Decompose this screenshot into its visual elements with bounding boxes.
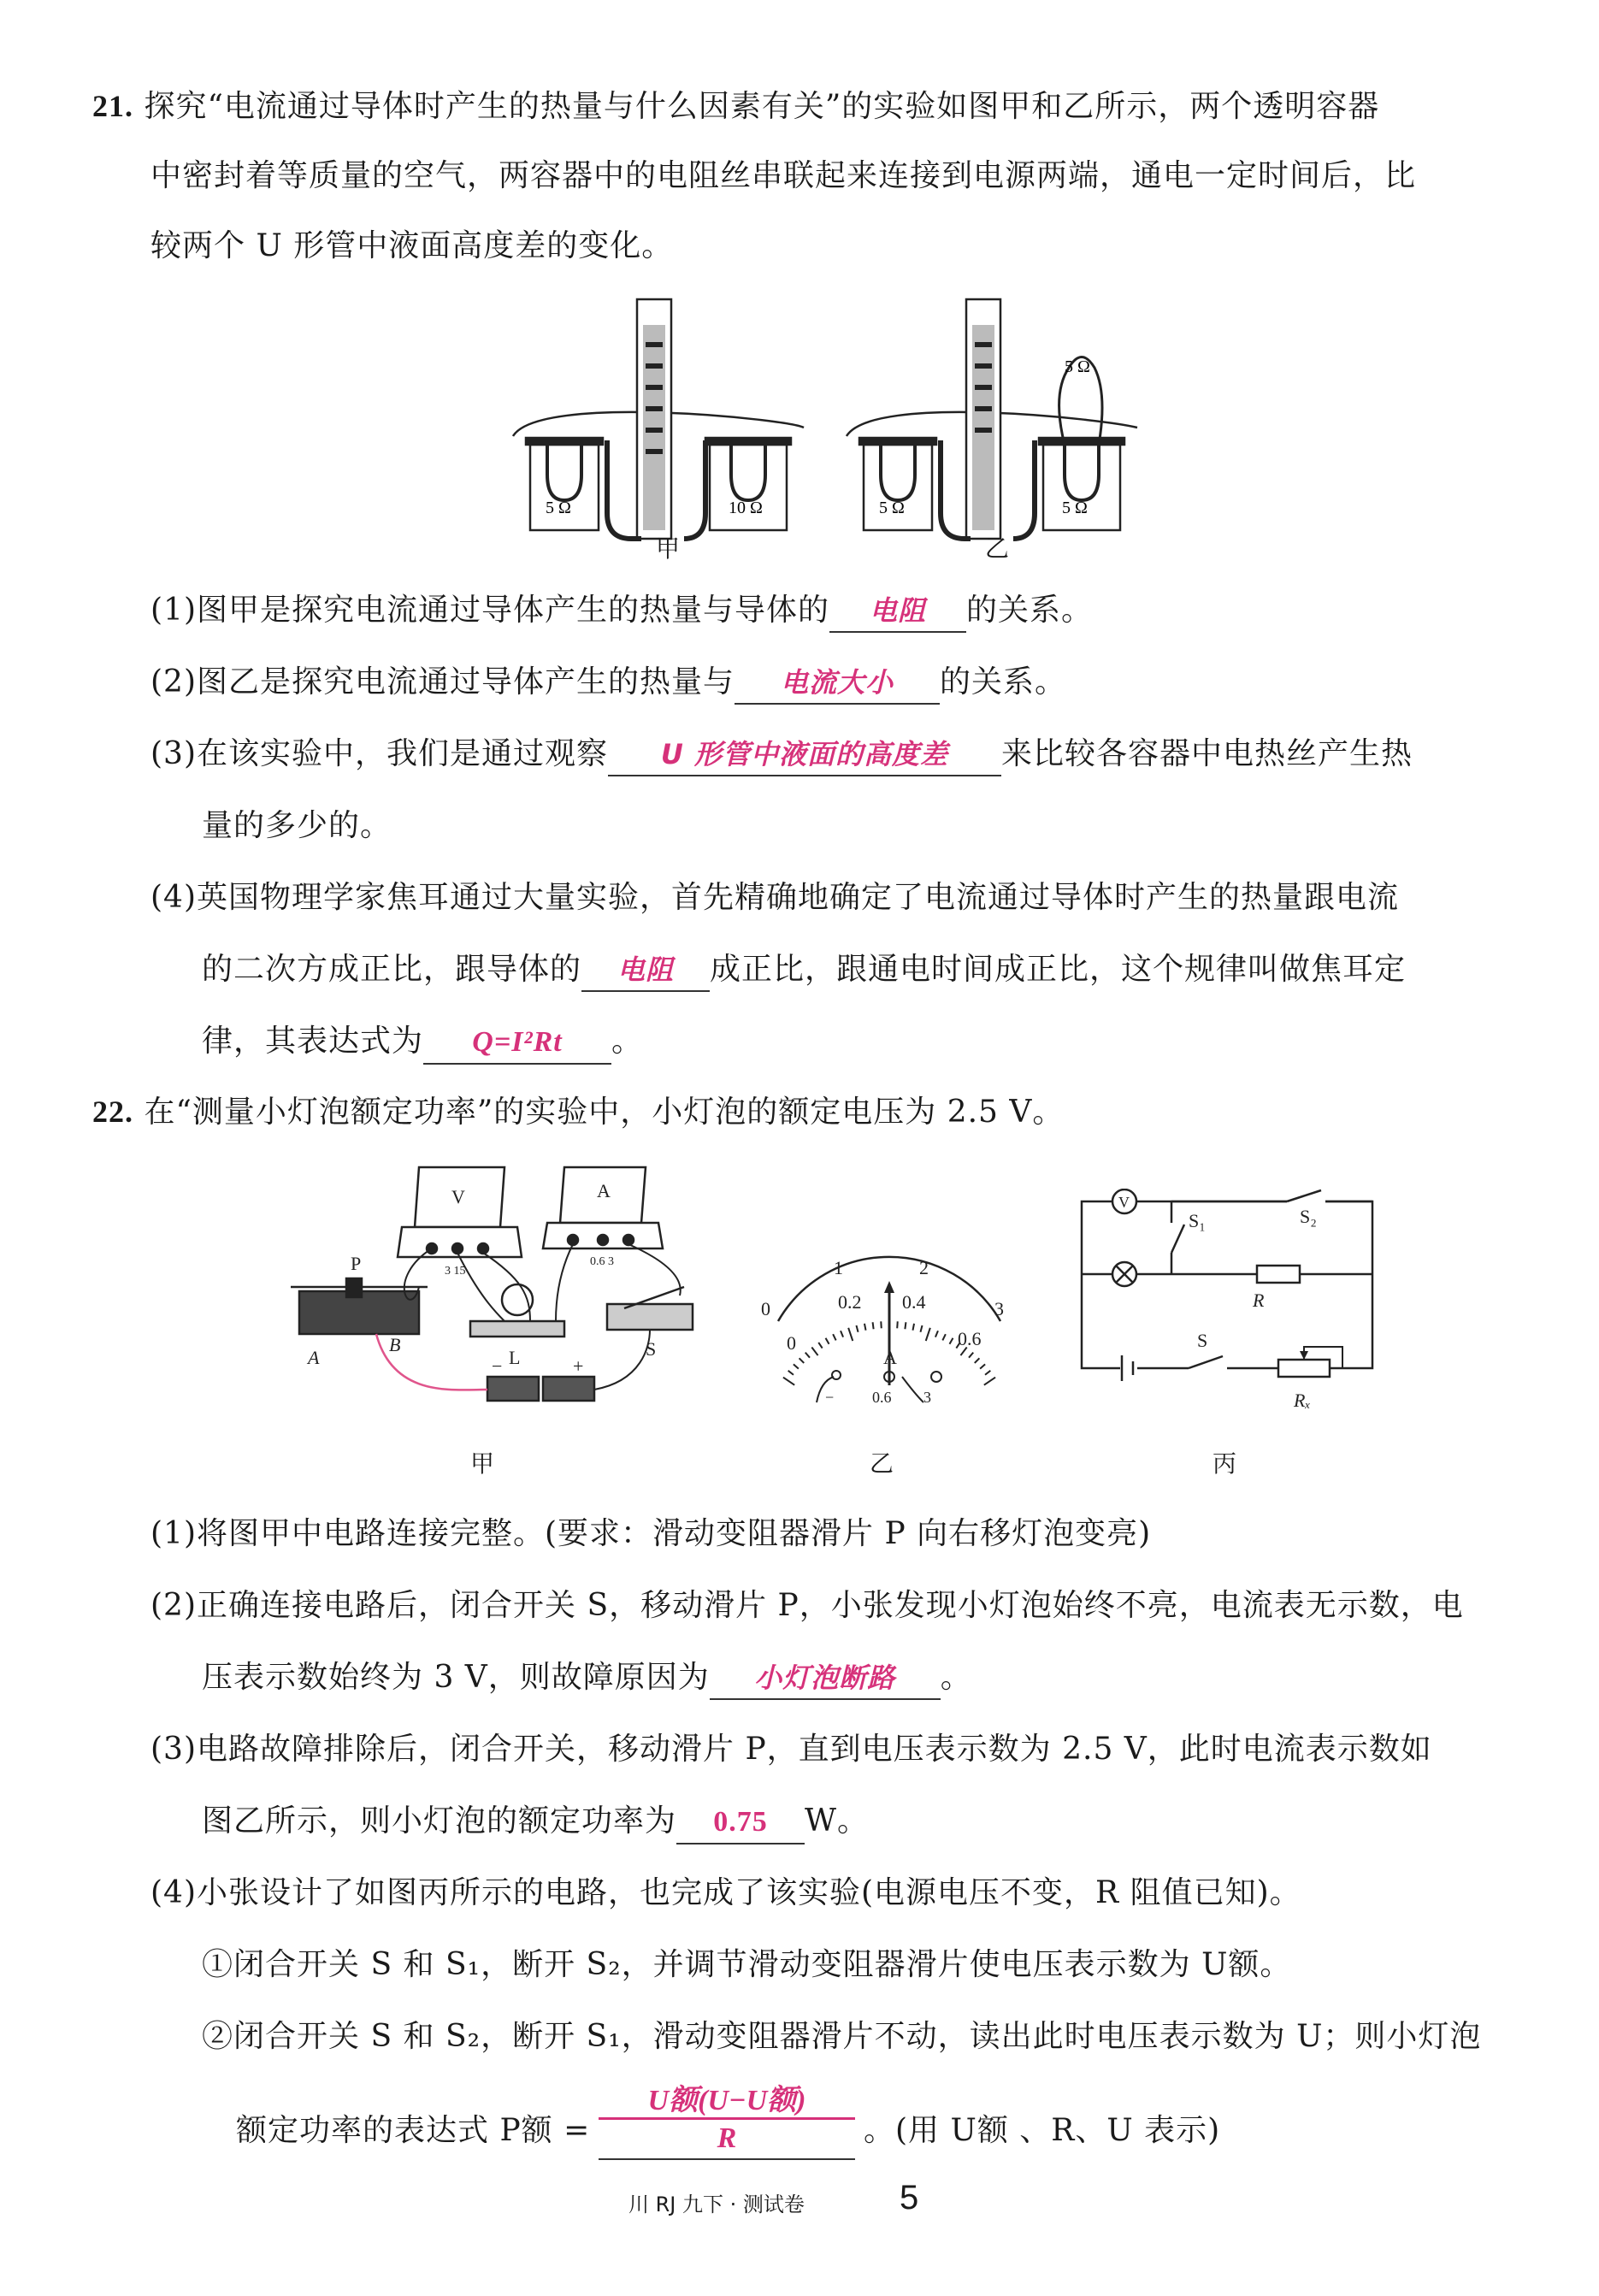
q22-jia-voltmeter-terminals: 3 15 bbox=[445, 1265, 466, 1278]
meter-tick bbox=[811, 1348, 817, 1356]
q21-part1 bbox=[150, 590, 1093, 633]
q21-stem-text1: 探究“电流通过导体时产生的热量与什么因素有关”的实验如图甲和乙所示，两个透明容器 bbox=[144, 89, 1380, 124]
q22-part1: (1)将图甲中电路连接完整。(要求：滑动变阻器滑片 P 向右移灯泡变亮) bbox=[150, 1516, 1152, 1551]
page-number: 5 bbox=[900, 2179, 919, 2216]
q22-bing-s2: S₂ bbox=[1300, 1206, 1317, 1227]
meter-tick bbox=[942, 1334, 946, 1340]
q21-part3 bbox=[150, 734, 1413, 776]
q21-part4-text-e: 。 bbox=[611, 1024, 644, 1059]
meter-tick bbox=[805, 1353, 810, 1358]
meter-tick bbox=[826, 1338, 829, 1344]
meter-tick bbox=[848, 1328, 853, 1341]
meter-tick bbox=[841, 1331, 843, 1337]
q21-part4-text-b: 的二次方成正比，跟导体的 bbox=[202, 952, 582, 987]
q21-part2-answer: 电流大小 bbox=[735, 662, 940, 705]
q22-jia-end-b-label: B bbox=[389, 1334, 401, 1355]
meter-tick bbox=[788, 1371, 794, 1375]
q21-part2-text-a: (2)图乙是探究电流通过导体产生的热量与 bbox=[150, 664, 735, 699]
q21-part4-line3 bbox=[202, 1021, 643, 1065]
q21-caption-jia: 甲 bbox=[656, 534, 681, 563]
q22-jia-ammeter-label: A bbox=[597, 1180, 611, 1201]
meter-tick bbox=[873, 1322, 874, 1329]
q22-bing-voltmeter: V bbox=[1118, 1194, 1130, 1211]
q22-jia-voltmeter-label: V bbox=[451, 1186, 465, 1207]
q22-stem-text: 在“测量小灯泡额定功率”的实验中，小灯泡的额定电压为 2.5 V。 bbox=[144, 1095, 1065, 1130]
meter-tick bbox=[920, 1325, 922, 1332]
q22-bing-rx: Rₓ bbox=[1294, 1390, 1311, 1411]
q22-number: 22. bbox=[92, 1095, 133, 1129]
q22-part2-text-b: 压表示数始终为 3 V，则故障原因为 bbox=[202, 1660, 710, 1695]
q22-jia-ammeter-terminals: 0.6 3 bbox=[590, 1255, 614, 1268]
q22-meter-term-minus: − bbox=[825, 1389, 835, 1406]
q22-bing-s1: S₁ bbox=[1189, 1210, 1206, 1231]
q21-jia-left-resistance: 5 Ω bbox=[546, 499, 571, 517]
q22-part3-line1: (3)电路故障排除后，闭合开关，移动滑片 P，直到电压表示数为 2.5 V，此时电流表示数如 bbox=[150, 1732, 1432, 1767]
q21-part4-line1: (4)英国物理学家焦耳通过大量实验，首先精确地确定了电流通过导体时产生的热量跟电流 bbox=[150, 880, 1399, 915]
meter-tick bbox=[912, 1324, 914, 1331]
q21-yi-left-resistance: 5 Ω bbox=[879, 499, 905, 517]
q21-number: 21. bbox=[92, 89, 133, 123]
q21-jia-right-resistance: 10 Ω bbox=[729, 499, 763, 517]
q22-meter-bottom-3: 0.6 bbox=[958, 1328, 982, 1349]
q22-part2-answer: 小灯泡断路 bbox=[710, 1657, 941, 1700]
meter-tick bbox=[783, 1378, 794, 1385]
meter-tick bbox=[897, 1321, 898, 1328]
q22-part3-answer: 0.75 bbox=[676, 1802, 805, 1844]
q21-part1-text-a: (1)图甲是探究电流通过导体产生的热量与导体的 bbox=[150, 593, 829, 628]
q22-jia-plus-label: + bbox=[573, 1355, 584, 1377]
q22-meter-unit: A bbox=[883, 1347, 897, 1368]
q22-part4-answer-underline bbox=[599, 2158, 855, 2160]
footer-label: 川 RJ 九下 · 测试卷 bbox=[628, 2193, 805, 2216]
q21-part3-text-a: (3)在该实验中，我们是通过观察 bbox=[150, 736, 608, 771]
q21-part4-answer1: 电阻 bbox=[581, 949, 710, 992]
q22-part3-text-b: 图乙所示，则小灯泡的额定功率为 bbox=[202, 1803, 677, 1839]
q21-yi-right-resistance: 5 Ω bbox=[1062, 499, 1088, 517]
meter-tick bbox=[980, 1364, 985, 1368]
q21-caption-yi: 乙 bbox=[985, 534, 1010, 563]
q22-caption-yi: 乙 bbox=[870, 1449, 894, 1478]
meter-tick bbox=[975, 1358, 980, 1363]
q22-meter-bottom-2: 0.4 bbox=[902, 1291, 926, 1313]
q21-part1-text-b: 的关系。 bbox=[966, 593, 1094, 628]
q21-part1-answer: 电阻 bbox=[829, 590, 966, 633]
q22-jia-end-a-label: A bbox=[308, 1347, 320, 1368]
meter-tick bbox=[833, 1334, 836, 1340]
q22-part4-answer-numerator: U额(U−U额) bbox=[647, 2085, 806, 2116]
q22-part4-line1: (4)小张设计了如图丙所示的电路，也完成了该实验(电源电压不变，R 阻值已知)。 bbox=[150, 1875, 1301, 1910]
q22-part3-line2 bbox=[202, 1801, 869, 1844]
q22-caption-bing: 丙 bbox=[1213, 1449, 1237, 1478]
q22-caption-jia: 甲 bbox=[470, 1449, 495, 1478]
meter-tick bbox=[794, 1364, 799, 1368]
meter-tick bbox=[984, 1378, 995, 1385]
q22-part2-line1: (2)正确连接电路后，闭合开关 S，移动滑片 P，小张发现小灯泡始终不亮，电流表无示数，电 bbox=[150, 1588, 1464, 1623]
q22-meter-top-2: 2 bbox=[919, 1257, 929, 1278]
q22-part4-expr-suffix: 。(用 U额 、R、U 表示) bbox=[864, 2113, 1221, 2148]
q21-part2-text-b: 的关系。 bbox=[940, 664, 1067, 699]
meter-tick bbox=[926, 1328, 930, 1341]
meter-tick bbox=[969, 1353, 973, 1358]
q21-stem-line3: 较两个 U 形管中液面高度差的变化。 bbox=[150, 228, 674, 263]
q22-bing-s: S bbox=[1197, 1330, 1208, 1351]
meter-tick bbox=[905, 1322, 906, 1329]
meter-tick bbox=[881, 1321, 882, 1328]
q22-meter-top-3: 3 bbox=[994, 1298, 1004, 1319]
q21-yi-extra-resistance: 5 Ω bbox=[1065, 357, 1090, 376]
q22-part2-line2 bbox=[202, 1657, 972, 1700]
q21-stem-line1 bbox=[92, 86, 1379, 127]
q22-part2-text-c: 。 bbox=[940, 1660, 972, 1695]
q22-meter-term-06: 0.6 bbox=[872, 1389, 892, 1406]
q22-meter-bottom-0: 0 bbox=[787, 1332, 796, 1354]
q21-figure bbox=[504, 291, 1154, 573]
q22-figure-yi bbox=[752, 1240, 1026, 1428]
meter-tick bbox=[985, 1371, 990, 1375]
q22-part4-step1: ①闭合开关 S 和 S₁，断开 S₂，并调节滑动变阻器滑片使电压表示数为 U额。 bbox=[202, 1947, 1292, 1982]
q21-part2 bbox=[150, 662, 1066, 705]
q22-meter-term-3: 3 bbox=[923, 1389, 931, 1406]
meter-tick bbox=[949, 1338, 953, 1344]
q22-stem bbox=[92, 1091, 1064, 1133]
q21-stem-line2: 中密封着等质量的空气，两容器中的电阻丝串联起来连接到电源两端，通电一定时间后，比 bbox=[150, 158, 1417, 193]
q21-part3-text-b: 来比较各容器中电热丝产生热 bbox=[1001, 736, 1413, 771]
q22-bing-r: R bbox=[1253, 1290, 1265, 1311]
meter-tick bbox=[818, 1343, 822, 1349]
q21-part3-answer: U 形管中液面的高度差 bbox=[608, 734, 1001, 776]
q21-part4-text-c: 成正比，跟通电时间成正比，这个规律叫做焦耳定 bbox=[710, 952, 1407, 987]
q22-figure-jia bbox=[282, 1159, 710, 1415]
q22-part3-text-c: W。 bbox=[805, 1803, 870, 1839]
q21-part4-answer2: Q=I²Rt bbox=[423, 1022, 611, 1065]
q22-part4-answer-denominator: R bbox=[717, 2122, 737, 2154]
q21-part4-line2 bbox=[202, 949, 1406, 992]
q22-jia-minus-label: − bbox=[492, 1355, 503, 1377]
q22-part4-expr-prefix: 额定功率的表达式 P额 = bbox=[236, 2113, 591, 2148]
q22-part4-step2: ②闭合开关 S 和 S₂，断开 S₁，滑动变阻器滑片不动，读出此时电压表示数为 U；则小灯泡 bbox=[202, 2019, 1482, 2054]
meter-tick bbox=[864, 1324, 866, 1331]
meter-tick bbox=[856, 1325, 858, 1332]
meter-tick bbox=[800, 1358, 805, 1363]
q22-jia-lamp-label: L bbox=[509, 1347, 521, 1368]
q22-meter-bottom-1: 0.2 bbox=[838, 1291, 862, 1313]
q22-figure-bing bbox=[1069, 1189, 1385, 1420]
q22-meter-top-0: 0 bbox=[761, 1298, 770, 1319]
q21-part3-line2: 量的多少的。 bbox=[202, 808, 392, 843]
q22-jia-switch-label: S bbox=[646, 1338, 657, 1360]
q22-meter-top-1: 1 bbox=[834, 1257, 843, 1278]
meter-tick bbox=[935, 1331, 938, 1337]
q22-jia-slider-label: P bbox=[351, 1253, 362, 1274]
q22-part4-fraction-bar bbox=[599, 2117, 855, 2120]
q21-part4-text-d: 律，其表达式为 bbox=[202, 1024, 424, 1059]
